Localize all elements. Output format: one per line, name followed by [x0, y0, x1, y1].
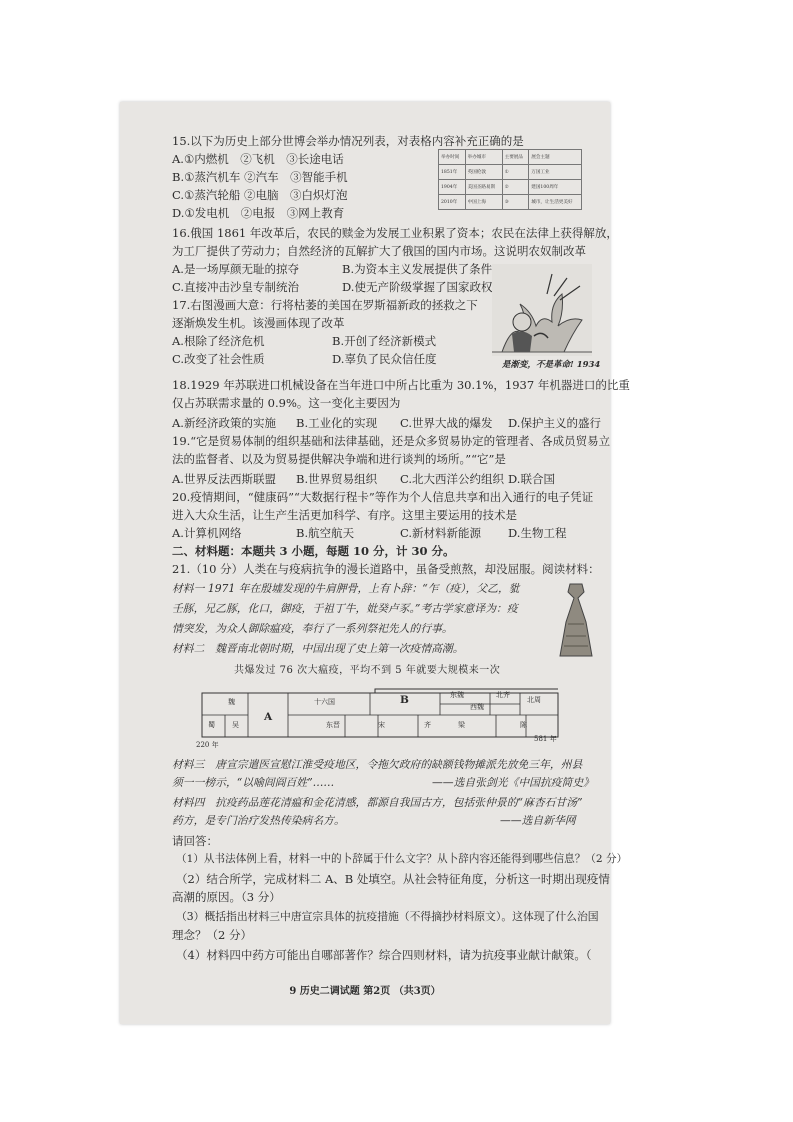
- q16-option-d: D.使无产阶级掌握了国家政权: [342, 280, 493, 294]
- q20-option-d: D.生物工程: [508, 526, 567, 540]
- timeline-start-year: 220 年: [196, 741, 219, 749]
- q18-stem-2: 仅占苏联需求量的 0.9%。这一变化主要因为: [172, 396, 401, 410]
- q20-option-a: A.计算机网络: [172, 526, 242, 540]
- q21-material4-line2: 药方，是专门治疗发热传染病名方。: [172, 814, 345, 827]
- q17-stem-1: 17.右图漫画大意：行将枯萎的美国在罗斯福新政的拯救之下: [172, 298, 478, 312]
- q21-material3-source: ——选自张剑光《中国抗疫简史》: [432, 776, 594, 789]
- q21-material1-line2: 壬豚，兄乙豚，化口，御疫，于祖丁牛，妣癸卢豕。”考古学家意译为：疫: [172, 602, 518, 615]
- section-2-heading: 二、材料题：本题共 3 小题，每题 10 分，计 30 分。: [172, 544, 455, 558]
- q15-option-b: B.①蒸汽机车 ②汽车 ③智能手机: [172, 170, 348, 184]
- q21-sub1: （1）从书法体例上看，材料一中的卜辞属于什么文字？从卜辞内容还能得到哪些信息？（2 分）: [176, 853, 628, 865]
- q17-option-a: A.根除了经济危机: [172, 334, 265, 348]
- q17-option-c: C.改变了社会性质: [172, 352, 265, 366]
- q21-material3-line1: 材料三 唐宣宗遣医宣慰江淮受疫地区，令拖欠政府的缺额钱物摊派先放免三年，州县: [172, 758, 583, 771]
- q19-stem-2: 法的监督者、以及为贸易提供解决争端和进行谈判的场所。”“它”是: [172, 452, 506, 466]
- q17-option-d: D.辜负了民众信任度: [332, 352, 437, 366]
- q21-material1-line3: 情突发，为众人御除瘟疫，奉行了一系列祭祀先人的行事。: [172, 622, 453, 635]
- timeline-end-year: 581 年: [534, 735, 557, 743]
- q21-material4-source: ——选自新华网: [500, 814, 576, 827]
- q18-option-c: C.世界大战的爆发: [400, 416, 493, 430]
- timeline-shiliuguo: 十六国: [314, 698, 335, 706]
- q15-stem: 15.以下为历史上部分世博会举办情况列表，对表格内容补充正确的是: [172, 134, 524, 148]
- timeline-blank-a: A: [264, 711, 273, 723]
- q16-option-a: A.是一场厚颜无耻的掠夺: [172, 262, 299, 276]
- q21-sub4: （4）材料四中药方可能出自哪部著作？综合四则材料，请为抗疫事业献计献策。（: [176, 948, 592, 962]
- q21-sub3-line1: （3）概括指出材料三中唐宣宗具体的抗疫措施（不得摘抄材料原文）。这体现了什么治国: [176, 910, 599, 923]
- q18-option-a: A.新经济政策的实施: [172, 416, 276, 430]
- cartoon-caption: 是渐变，不是革命! 1934: [502, 360, 601, 370]
- q20-stem-2: 进入大众生活，让生产生活更加科学、有序。这里主要运用的技术是: [172, 508, 517, 522]
- q18-option-b: B.工业化的实现: [296, 416, 378, 430]
- timeline-beizhou: 北周: [527, 696, 541, 704]
- q19-option-c: C.北大西洋公约组织: [400, 472, 505, 486]
- q20-option-b: B.航空航天: [296, 526, 355, 540]
- timeline-dongwei: 东魏: [450, 691, 464, 699]
- q21-material2: 材料二 魏晋南北朝时期，中国出现了史上第一次疫情高潮。: [172, 642, 464, 655]
- timeline-shu: 蜀: [208, 721, 215, 729]
- q21-intro: 21.（10 分）人类在与疫病抗争的漫长道路中，虽备受煎熬，却没屈服。阅读材料：: [172, 562, 600, 576]
- q16-option-b: B.为资本主义发展提供了条件: [342, 262, 493, 276]
- q17-option-b: B.开创了经济新模式: [332, 334, 437, 348]
- exam-page: [120, 102, 630, 1024]
- timeline-beiqi: 北齐: [496, 691, 510, 699]
- q16-stem-1: 16.俄国 1861 年改革后，农民的赎金为发展工业积累了资本；农民在法律上获得解放，: [172, 226, 618, 240]
- expo-table: 举办时间 举办城市 主要展品 展会主题 1851年 英国伦敦 ① 万国工业 1904年 美国圣路易斯 ② 建国100周年 2010年 中国上海 ③ 城市，让生活更美好: [438, 149, 582, 210]
- timeline-song: 宋: [378, 721, 385, 729]
- q16-option-c: C.直接冲击沙皇专制统治: [172, 280, 300, 294]
- timeline-title: 共爆发过 76 次大瘟疫，平均不到 5 年就要大规模来一次: [234, 665, 501, 676]
- q18-stem-1: 18.1929 年苏联进口机械设备在当年进口中所占比重为 30.1%，1937 年机器进口的比重: [172, 378, 630, 392]
- q15-option-a: A.①内燃机 ②飞机 ③长途电话: [172, 152, 344, 166]
- timeline-dongjin: 东晋: [326, 721, 340, 729]
- q21-sub3-line2: 理念？（2 分）: [172, 928, 252, 942]
- q21-sub2-line2: 高潮的原因。（3 分）: [172, 890, 281, 904]
- q16-stem-2: 为工厂提供了劳动力；自然经济的瓦解扩大了俄国的国内市场。这说明农奴制改革: [172, 244, 586, 258]
- q21-material3-line2: 须一一榜示，“以喻闾阎百姓”……: [172, 776, 335, 789]
- q19-option-a: A.世界反法西斯联盟: [172, 472, 276, 486]
- q20-stem-1: 20.疫情期间，“健康码”“大数据行程卡”等作为个人信息共享和出入通行的电子凭证: [172, 490, 594, 504]
- timeline-xiwei: 西魏: [470, 703, 484, 711]
- q21-material1-line1: 材料一 1971 年在殷墟发现的牛肩胛骨，上有卜辞：“乍（疫），父乙，豼: [172, 582, 520, 595]
- timeline-qi: 齐: [424, 721, 431, 729]
- q19-stem-1: 19.“它是贸易体制的组织基础和法律基础，还是众多贸易协定的管理者、各成员贸易立: [172, 434, 611, 448]
- q21-material4-line1: 材料四 抗疫药品莲花清瘟和金花清感，都源自我国古方，包括张仲景的“麻杏石甘汤”: [172, 796, 583, 809]
- q15-option-d: D.①发电机 ②电报 ③网上教育: [172, 206, 345, 220]
- q21-ask: 请回答：: [172, 834, 218, 848]
- q17-stem-2: 逐渐焕发生机。该漫画体现了改革: [172, 316, 345, 330]
- timeline-wu: 吴: [232, 721, 239, 729]
- timeline-wei: 魏: [228, 698, 235, 706]
- q19-option-d: D.联合国: [508, 472, 555, 486]
- timeline-liang: 梁: [458, 721, 465, 729]
- q19-option-b: B.世界贸易组织: [296, 472, 378, 486]
- q21-sub2-line1: （2）结合所学，完成材料二 A、B 处填空。从社会特征角度，分析这一时期出现疫情: [176, 872, 610, 886]
- oracle-bone-image: [556, 582, 596, 662]
- q15-option-c: C.①蒸汽轮船 ②电脑 ③白炽灯泡: [172, 188, 348, 202]
- q18-option-d: D.保护主义的盛行: [508, 416, 601, 430]
- page-footer: 9 历史二调试题 第2页 （共3页）: [289, 986, 441, 997]
- timeline-blank-b: B: [400, 694, 409, 706]
- q20-option-c: C.新材料新能源: [400, 526, 482, 540]
- timeline-chen: 陈: [520, 721, 527, 729]
